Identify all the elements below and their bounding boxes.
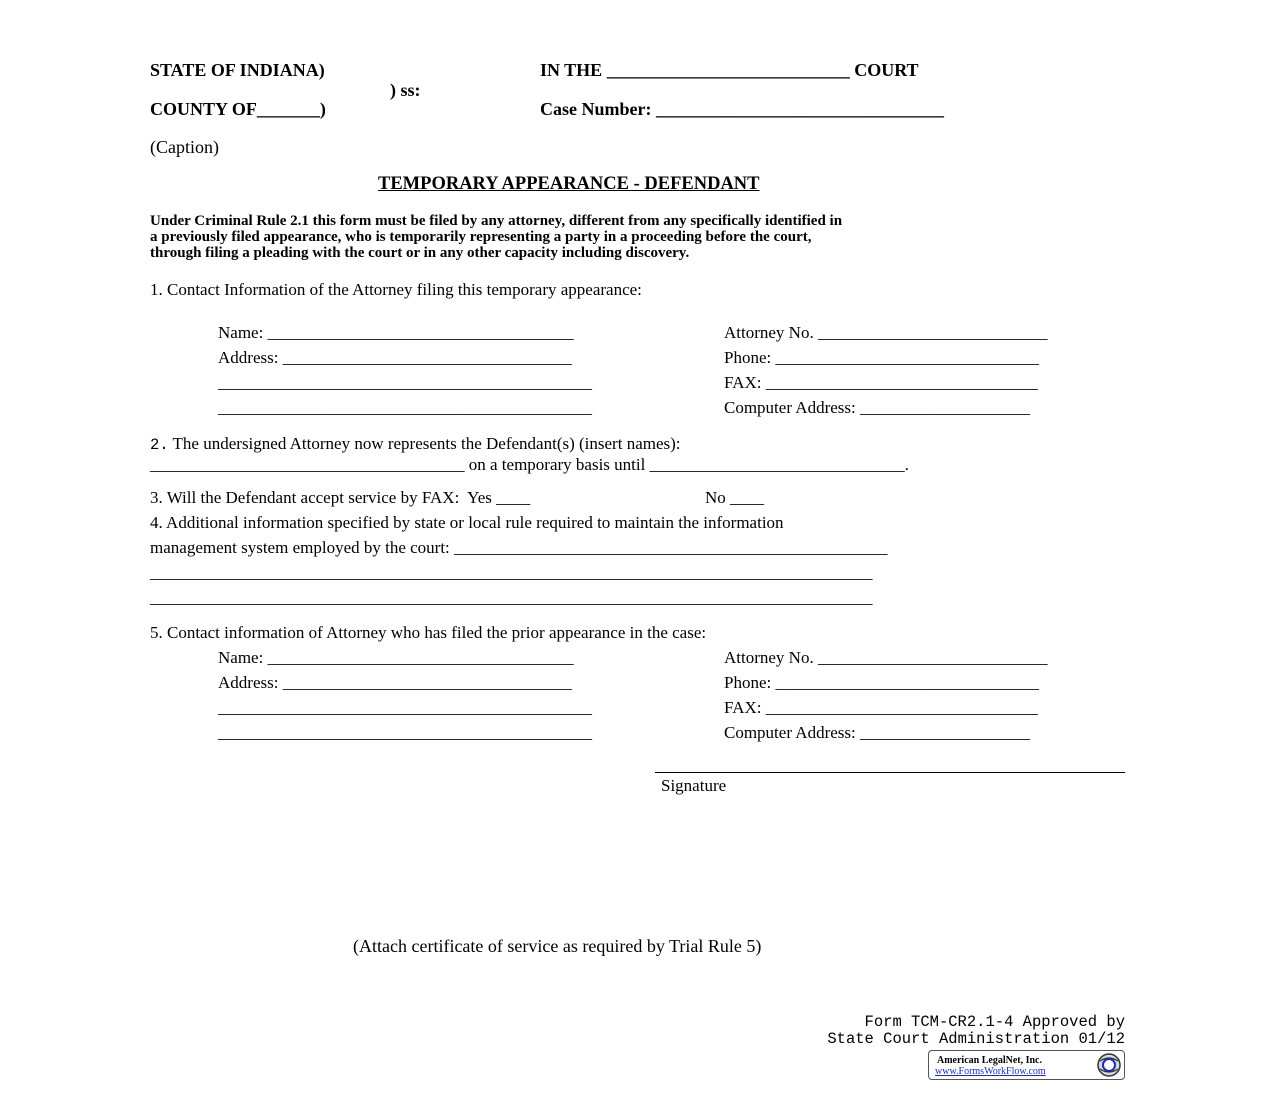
section4-field-line-3[interactable]: _____________________________________________________________________________________: [150, 588, 873, 607]
case-number-field[interactable]: Case Number: ________________________________: [540, 99, 944, 119]
s1-address-line-2[interactable]: ____________________________________________: [218, 373, 592, 392]
signature-line[interactable]: [655, 772, 1125, 773]
s1-fax-field[interactable]: FAX: ________________________________: [724, 373, 1038, 392]
state-label: STATE OF INDIANA): [150, 60, 325, 80]
s1-name-field[interactable]: Name: ____________________________________: [218, 323, 574, 342]
section4-field-line-1[interactable]: management system employed by the court: ___________________________________________________: [150, 538, 888, 557]
court-field[interactable]: IN THE ___________________________ COURT: [540, 60, 919, 80]
s5-computer-address-field[interactable]: Computer Address: ____________________: [724, 723, 1030, 742]
s1-attorney-no-field[interactable]: Attorney No. ___________________________: [724, 323, 1048, 342]
american-legalnet-logo[interactable]: [928, 1050, 1125, 1080]
s1-address-field[interactable]: Address: __________________________________: [218, 348, 572, 367]
section2-number: 2.: [150, 436, 169, 454]
s5-fax-field[interactable]: FAX: ________________________________: [724, 698, 1038, 717]
section1-heading: 1. Contact Information of the Attorney filing this temporary appearance:: [150, 280, 642, 299]
intro-line-3: through filing a pleading with the court or in any other capacity including discovery.: [150, 245, 690, 261]
s5-phone-field[interactable]: Phone: _______________________________: [724, 673, 1039, 692]
s5-address-line-2[interactable]: ____________________________________________: [218, 698, 592, 717]
caption-label: (Caption): [150, 137, 219, 157]
form-title: TEMPORARY APPEARANCE - DEFENDANT: [378, 174, 760, 194]
section2-defendant-line[interactable]: _____________________________________ on a temporary basis until ______________________________.: [150, 455, 909, 474]
globe-icon: [1096, 1052, 1122, 1078]
section3-fax-no[interactable]: No ____: [705, 488, 765, 507]
signature-label: Signature: [661, 776, 727, 795]
s5-address-line-3[interactable]: ____________________________________________: [218, 723, 592, 742]
form-approval-line-2: State Court Administration 01/12: [827, 1030, 1125, 1048]
s5-attorney-no-field[interactable]: Attorney No. ___________________________: [724, 648, 1048, 667]
section4-field-line-2[interactable]: _____________________________________________________________________________________: [150, 563, 873, 582]
s1-computer-address-field[interactable]: Computer Address: ____________________: [724, 398, 1030, 417]
section2-heading: [150, 435, 681, 454]
attach-certificate-note: (Attach certificate of service as required by Trial Rule 5): [353, 936, 762, 956]
county-field[interactable]: COUNTY OF_______): [150, 99, 326, 119]
ss-label: ) ss:: [390, 80, 421, 100]
intro-line-2: a previously filed appearance, who is temporarily representing a party in a proceeding before the court,: [150, 229, 812, 245]
section2-text: The undersigned Attorney now represents the Defendant(s) (insert names):: [168, 434, 681, 453]
s1-address-line-3[interactable]: ____________________________________________: [218, 398, 592, 417]
logo-website-link[interactable]: www.FormsWorkFlow.com: [935, 1066, 1046, 1077]
section5-heading: 5. Contact information of Attorney who has filed the prior appearance in the case:: [150, 623, 707, 642]
s1-phone-field[interactable]: Phone: _______________________________: [724, 348, 1039, 367]
intro-line-1: Under Criminal Rule 2.1 this form must be filed by any attorney, different from any specifically identified in: [150, 213, 843, 229]
form-approval-line-1: Form TCM-CR2.1-4 Approved by: [864, 1013, 1125, 1031]
logo-company-name: American LegalNet, Inc.: [937, 1055, 1042, 1066]
section4-heading: 4. Additional information specified by state or local rule required to maintain the information: [150, 513, 784, 532]
section3-fax-yes[interactable]: 3. Will the Defendant accept service by FAX: Yes ____: [150, 488, 531, 507]
s5-name-field[interactable]: Name: ____________________________________: [218, 648, 574, 667]
s5-address-field[interactable]: Address: __________________________________: [218, 673, 572, 692]
